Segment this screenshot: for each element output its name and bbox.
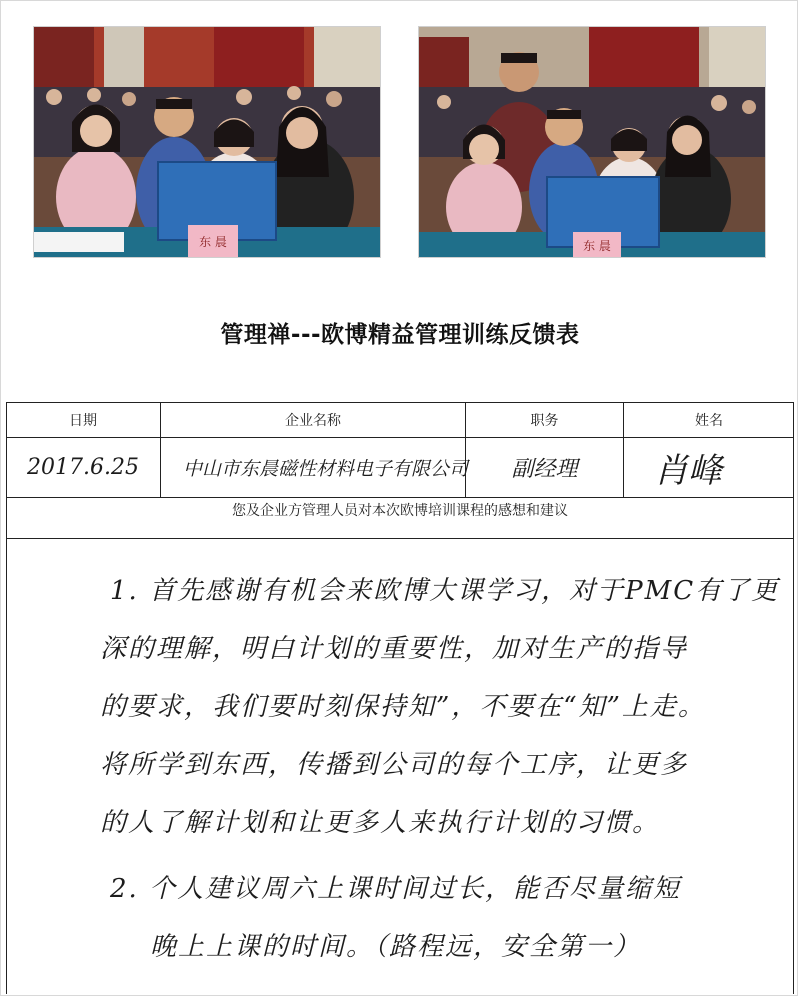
header-date: 日期 bbox=[69, 412, 97, 429]
value-cell-company bbox=[161, 438, 469, 497]
comment-line: 的人了解计划和让更多人来执行计划的习惯。 bbox=[100, 808, 661, 838]
header-cell-company bbox=[161, 402, 466, 437]
header-position: 职务 bbox=[530, 412, 559, 429]
form-value-row bbox=[6, 438, 794, 498]
header-name: 姓名 bbox=[695, 412, 723, 429]
value-cell-date bbox=[6, 438, 161, 497]
comment-line: 的要求，我们要时刻保持知”，不要在“知”上走。 bbox=[100, 692, 706, 722]
value-cell-name bbox=[624, 438, 794, 497]
value-cell-position bbox=[466, 438, 624, 497]
nameplate-text-left: 东 晨 bbox=[199, 235, 227, 249]
value-position: 副经理 bbox=[511, 457, 578, 482]
header-company: 企业名称 bbox=[285, 412, 341, 429]
feedback-prompt: 您及企业方管理人员对本次欧博培训课程的感想和建议 bbox=[232, 503, 568, 519]
training-photo-right bbox=[418, 26, 766, 258]
prompt-divider bbox=[6, 538, 794, 539]
value-name: 肖峰 bbox=[654, 451, 722, 491]
value-date: 2017.6.25 bbox=[27, 455, 139, 480]
value-company: 中山市东晨磁性材料电子有限公司 bbox=[183, 458, 469, 480]
comment-line: 深的理解，明白计划的重要性，加对生产的指导 bbox=[100, 634, 689, 664]
comment-line: 将所学到东西，传播到公司的每个工序，让更多 bbox=[100, 750, 689, 780]
form-header-row bbox=[6, 402, 794, 438]
training-photo-left bbox=[33, 26, 381, 258]
nameplate-text-right: 东 晨 bbox=[583, 239, 611, 253]
comment-line: 2. 个人建议周六上课时间过长，能否尽量缩短 bbox=[110, 874, 682, 904]
header-cell-name bbox=[624, 402, 794, 437]
header-cell-date bbox=[6, 402, 161, 437]
comment-line: 1. 首先感谢有机会来欧博大课学习，对于PMC有了更 bbox=[110, 576, 780, 606]
handwritten-comments bbox=[100, 548, 780, 968]
comment-line: 晚上上课的时间。（路程远，安全第一） bbox=[150, 932, 642, 962]
form-title: 管理禅---欧博精益管理训练反馈表 bbox=[220, 322, 580, 348]
header-cell-position bbox=[466, 402, 624, 437]
